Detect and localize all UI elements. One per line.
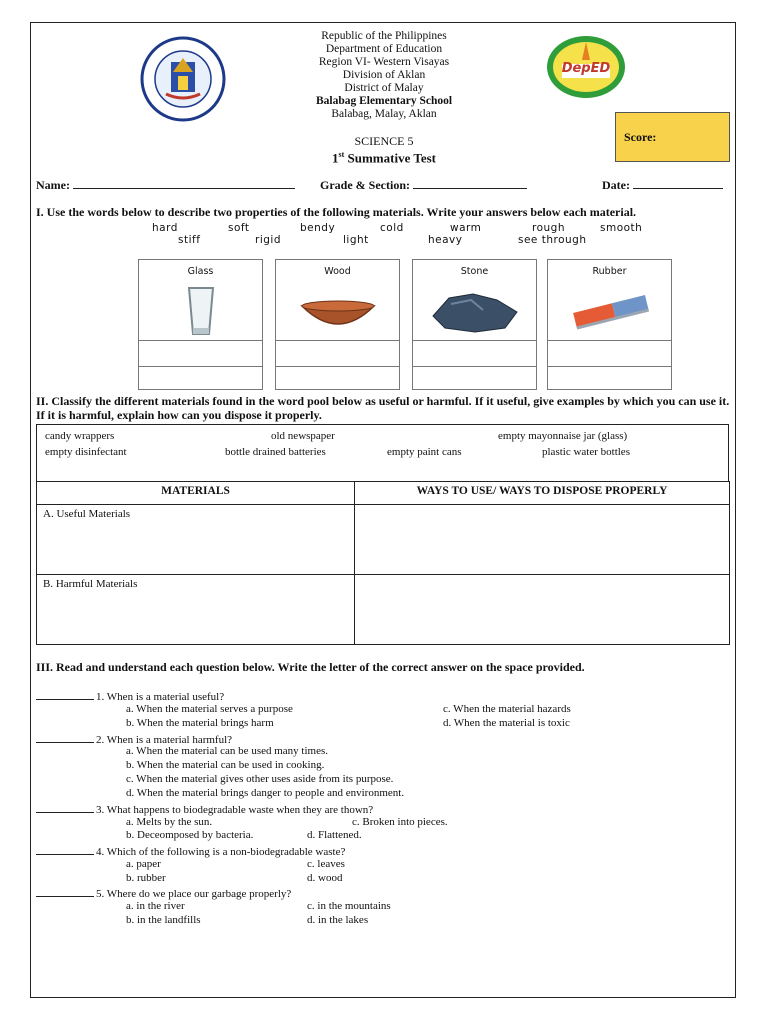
- question-text: 1. When is a material useful?: [96, 691, 225, 703]
- word-rough: rough: [532, 222, 565, 234]
- answer-line-1[interactable]: [276, 340, 399, 367]
- part3-instruction: III. Read and understand each question below. Write the letter of the correct answer on the space provided.: [36, 660, 585, 674]
- choice: b. When the material brings harm: [126, 717, 274, 729]
- answer-blank[interactable]: [36, 802, 94, 813]
- part1-instruction: I. Use the words below to describe two properties of the following materials. Write your answers below each material.: [36, 205, 637, 219]
- school-name: Balabag Elementary School: [315, 95, 453, 107]
- choice: a. When the material can be used many times.: [126, 745, 329, 757]
- word-hard: hard: [152, 222, 178, 234]
- choice: d. in the lakes: [307, 914, 369, 926]
- grade-section-field[interactable]: [320, 178, 527, 193]
- material-title: Rubber: [592, 266, 627, 277]
- header-line-5: District of Malay: [344, 82, 424, 94]
- choice: c. When the material hazards: [443, 703, 571, 715]
- material-card-glass: [138, 259, 263, 390]
- wooden-bowl-icon: [284, 282, 392, 340]
- pool-item: empty paint cans: [387, 446, 462, 458]
- answer-blank[interactable]: [36, 732, 94, 743]
- answer-line-2[interactable]: [548, 366, 671, 391]
- choice: d. When the material brings danger to people and environment.: [126, 787, 405, 799]
- word-see-through: see through: [518, 234, 587, 246]
- answer-blank[interactable]: [36, 886, 94, 897]
- word-bendy: bendy: [300, 222, 336, 234]
- answer-blank[interactable]: [36, 689, 94, 700]
- choice: d. When the material is toxic: [443, 717, 570, 729]
- header-line-3: Region VI- Western Visayas: [318, 56, 450, 68]
- header-line-2: Department of Education: [325, 43, 443, 55]
- glass-icon: [147, 282, 255, 340]
- word-warm: warm: [450, 222, 482, 234]
- pool-item: old newspaper: [271, 430, 335, 442]
- choice: c. When the material gives other uses aside from its purpose.: [126, 773, 394, 785]
- question-3: [36, 802, 373, 817]
- grade-line[interactable]: [413, 188, 527, 189]
- table-header-ways: WAYS TO USE/ WAYS TO DISPOSE PROPERLY: [355, 482, 730, 505]
- question-1: [36, 689, 224, 704]
- question-text: 5. Where do we place our garbage properly?: [96, 888, 292, 900]
- word-smooth: smooth: [600, 222, 643, 234]
- score-label: Score:: [624, 130, 657, 144]
- test-number: 1: [331, 150, 339, 166]
- material-card-wood: [275, 259, 400, 390]
- useful-answer-cell[interactable]: [355, 505, 730, 575]
- choice: c. in the mountains: [307, 900, 391, 912]
- choice: d. Flattened.: [307, 829, 362, 841]
- answer-line-2[interactable]: [413, 366, 536, 391]
- pool-item: empty disinfectant: [45, 446, 127, 458]
- name-field[interactable]: [36, 178, 295, 193]
- word-soft: soft: [228, 222, 250, 234]
- question-4: [36, 844, 345, 859]
- answer-blank[interactable]: [36, 844, 94, 855]
- choice: d. wood: [307, 872, 343, 884]
- material-title: Glass: [187, 266, 214, 277]
- word-light: light: [343, 234, 369, 246]
- date-field[interactable]: [602, 178, 723, 193]
- choice: b. rubber: [126, 872, 166, 884]
- choice: b. in the landfills: [126, 914, 201, 926]
- pool-item: bottle drained batteries: [225, 446, 326, 458]
- choice: c. leaves: [307, 858, 345, 870]
- word-rigid: rigid: [255, 234, 281, 246]
- test-number-suffix: st: [338, 150, 345, 159]
- choice: b. Deceomposed by bacteria.: [126, 829, 254, 841]
- question-text: 3. What happens to biodegradable waste when they are thown?: [96, 804, 374, 816]
- materials-table: [36, 481, 730, 645]
- pool-item: candy wrappers: [45, 430, 115, 442]
- word-heavy: heavy: [428, 234, 463, 246]
- choice: c. Broken into pieces.: [352, 816, 448, 828]
- material-card-rubber: [547, 259, 672, 390]
- test-title-text: Summative Test: [347, 150, 436, 166]
- header-line-4: Division of Aklan: [342, 69, 426, 81]
- choice: a. When the material serves a purpose: [126, 703, 293, 715]
- answer-line-1[interactable]: [139, 340, 262, 367]
- subject-title: SCIENCE 5: [354, 134, 414, 148]
- name-label: Name:: [36, 178, 70, 192]
- date-line[interactable]: [633, 188, 723, 189]
- word-stiff: stiff: [178, 234, 201, 246]
- part2-instruction: II. Classify the different materials found in the word pool below as useful or harmful. If it useful, give examples by which you can use it. If it is harmful, explain how can you dispose it properly.: [36, 394, 730, 422]
- material-title: Stone: [460, 266, 489, 277]
- answer-line-2[interactable]: [139, 366, 262, 391]
- answer-line-2[interactable]: [276, 366, 399, 391]
- test-title: [200, 148, 568, 164]
- question-text: 2. When is a material harmful?: [96, 734, 233, 746]
- answer-line-1[interactable]: [548, 340, 671, 367]
- header-line-1: Republic of the Philippines: [321, 30, 447, 42]
- word-pool: [36, 424, 729, 482]
- choice: a. paper: [126, 858, 161, 870]
- choice: a. Melts by the sun.: [126, 816, 213, 828]
- material-card-stone: [412, 259, 537, 390]
- question-5: [36, 886, 291, 901]
- date-label: Date:: [602, 178, 630, 192]
- word-cold: cold: [380, 222, 404, 234]
- choice: b. When the material can be used in cooking.: [126, 759, 325, 771]
- eraser-icon: [556, 282, 664, 340]
- answer-line-1[interactable]: [413, 340, 536, 367]
- deped-logo-text: DepED: [561, 61, 611, 76]
- table-row-useful: A. Useful Materials: [37, 505, 355, 575]
- stone-icon: [421, 282, 529, 340]
- choice: a. in the river: [126, 900, 185, 912]
- grade-label: Grade & Section:: [320, 178, 410, 192]
- table-header-materials: MATERIALS: [37, 482, 355, 505]
- score-box: [615, 112, 730, 162]
- harmful-answer-cell[interactable]: [355, 575, 730, 645]
- material-title: Wood: [324, 266, 351, 277]
- name-line[interactable]: [73, 188, 295, 189]
- table-row-harmful: B. Harmful Materials: [37, 575, 355, 645]
- school-address: Balabag, Malay, Aklan: [331, 108, 437, 120]
- pool-item: empty mayonnaise jar (glass): [498, 430, 628, 442]
- question-text: 4. Which of the following is a non-biodegradable waste?: [96, 846, 346, 858]
- pool-item: plastic water bottles: [542, 446, 630, 458]
